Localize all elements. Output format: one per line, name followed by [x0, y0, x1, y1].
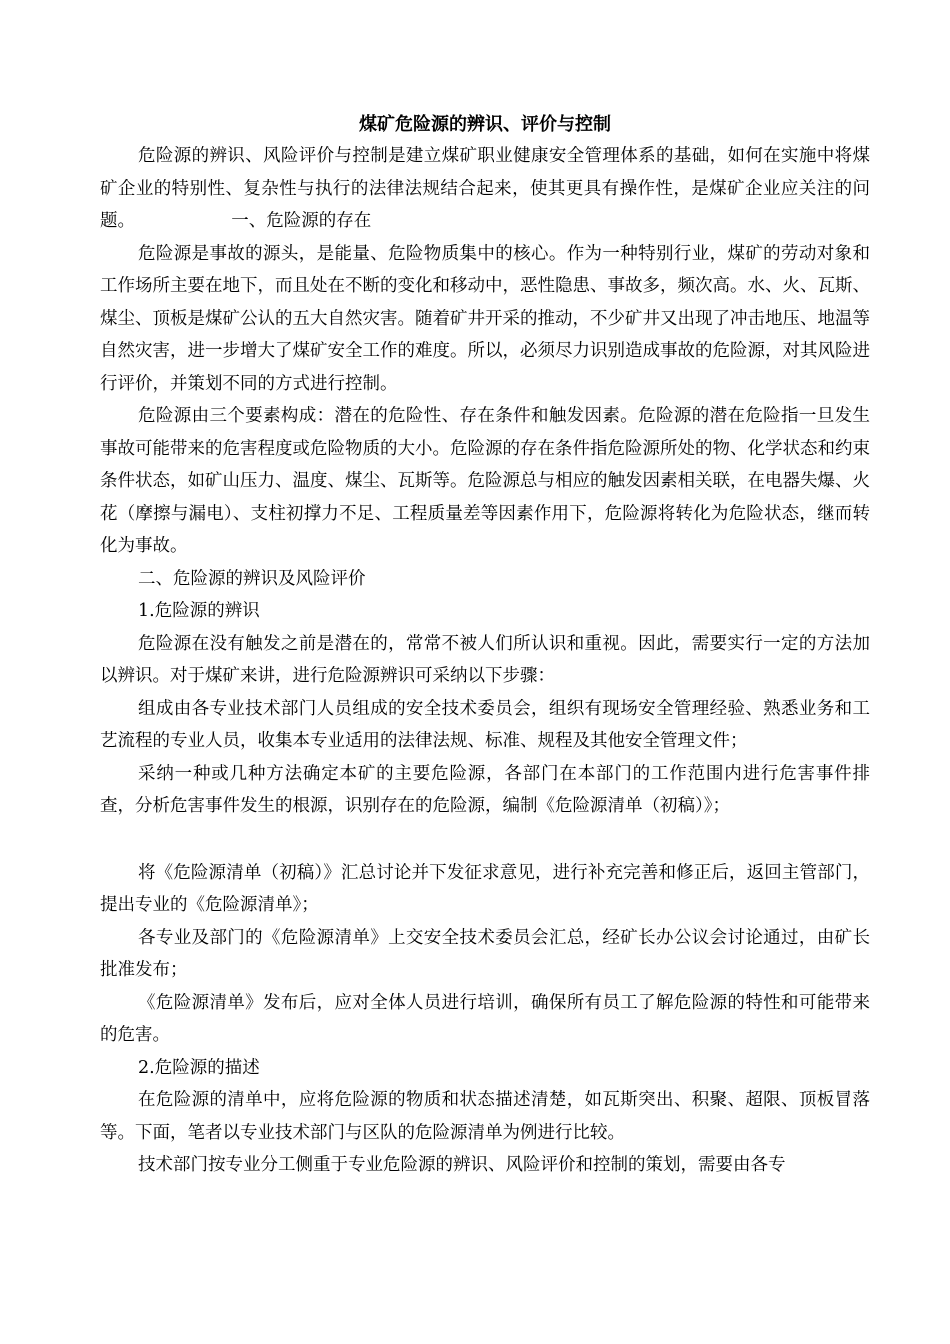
subsection-heading-identification: 1.危险源的辨识 — [138, 601, 260, 621]
paragraph-identification-steps: 危险源在没有触发之前是潜在的，常常不被人们所认识和重视。因此，需要实行一定的方法加以辨识。对于煤矿来讲，进行危险源辨识可采纳以下步骤： — [100, 633, 870, 686]
section-heading-identification: 二、危险源的辨识及风险评价 — [138, 568, 366, 589]
blank-line — [100, 823, 870, 857]
paragraph-step-training: 《危险源清单》发布后，应对全体人员进行培训，确保所有员工了解危险源的特性和可能带来的危害。 — [100, 992, 870, 1045]
document-page — [100, 110, 870, 1182]
paragraph-step-draft-list: 采纳一种或几种方法确定本矿的主要危险源，各部门在本部门的工作范围内进行危害事件排查，分析危害事件发生的根源，识别存在的危险源，编制《危险源清单（初稿）》； — [100, 763, 870, 816]
paragraph-step-approval: 各专业及部门的《危险源清单》上交安全技术委员会汇总，经矿长办公议会讨论通过，由矿长批准发布； — [100, 927, 870, 980]
paragraph-intro: 危险源的辨识、风险评价与控制是建立煤矿职业健康安全管理体系的基础，如何在实施中将煤矿企业的特别性、复杂性与执行的法律法规结合起来，使其更具有操作性，是煤矿企业应关注的问题。 一、危险源的存在 — [100, 146, 870, 231]
paragraph-three-elements: 危险源由三个要素构成：潜在的危险性、存在条件和触发因素。危险源的潜在危险指一旦发生事故可能带来的危害程度或危险物质的大小。危险源的存在条件指危险源所处的物、化学状态和约束条件状态，如矿山压力、温度、煤尘、瓦斯等。危险源总与相应的触发因素相关联，在电器失爆、火花（摩擦与漏电）、支柱初撑力不足、工程质量差等因素作用下，危险源将转化为危险状态，继而转化为事故。 — [100, 406, 870, 556]
paragraph-step-committee: 组成由各专业技术部门人员组成的安全技术委员会，组织有现场安全管理经验、熟悉业务和工艺流程的专业人员，收集本专业适用的法律法规、标准、规程及其他安全管理文件； — [100, 698, 870, 751]
paragraph-technical-department: 技术部门按专业分工侧重于专业危险源的辨识、风险评价和控制的策划，需要由各专 — [138, 1155, 786, 1175]
paragraph-hazard-source: 危险源是事故的源头，是能量、危险物质集中的核心。作为一种特别行业，煤矿的劳动对象和工作场所主要在地下，而且处在不断的变化和移动中，恶性隐患、事故多，频次高。水、火、瓦斯、煤尘、顶板是煤矿公认的五大自然灾害。随着矿井开采的推动，不少矿井又出现了冲击地压、地温等自然灾害，进一步增大了煤矿安全工作的难度。所以，必须尽力识别造成事故的危险源，对其风险进行评价，并策划不同的方式进行控制。 — [100, 243, 870, 394]
subsection-heading-description: 2.危险源的描述 — [138, 1057, 260, 1078]
document-title: 煤矿危险源的辨识、评价与控制 — [359, 114, 611, 135]
paragraph-step-feedback: 将《危险源清单（初稿）》汇总讨论并下发征求意见，进行补充完善和修正后，返回主管部门，提出专业的《危险源清单》； — [100, 862, 870, 915]
paragraph-description: 在危险源的清单中，应将危险源的物质和状态描述清楚，如瓦斯突出、积聚、超限、顶板冒落等。下面，笔者以专业技术部门与区队的危险源清单为例进行比较。 — [100, 1090, 870, 1143]
